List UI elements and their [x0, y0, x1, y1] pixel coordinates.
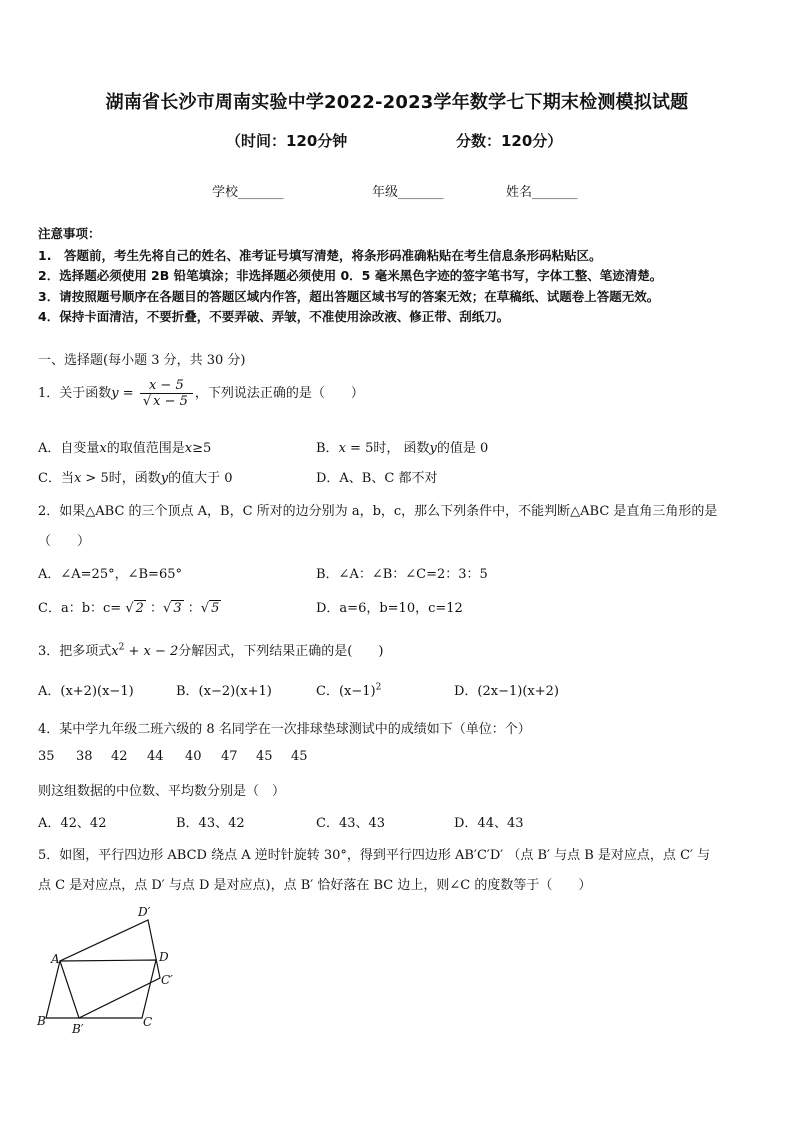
q4-ask: 则这组数据的中位数、平均数分别是（ ）: [38, 784, 286, 799]
label-d-prime: D′: [138, 905, 151, 919]
q4-score: 45: [256, 749, 273, 764]
q1-option-a: A．自变量x的取值范围是x≥5: [38, 441, 212, 456]
q3-option-d: D．(2x−1)(x+2): [454, 684, 559, 699]
label-b-prime: B′: [72, 1022, 84, 1036]
q4-option-c: C．43、43: [316, 816, 386, 831]
question-1-stem: [38, 378, 364, 409]
q1-equals: =: [118, 386, 138, 401]
name-field: 姓名_______: [506, 185, 578, 200]
q2-option-b: B．∠A：∠B：∠C=2：3：5: [316, 567, 488, 582]
grade-field: 年级_______: [372, 185, 444, 200]
section-heading: 一、选择题(每小题 3 分，共 30 分): [38, 353, 246, 368]
q4-option-b: B．43、42: [176, 816, 245, 831]
school-field: 学校_______: [212, 185, 284, 200]
q4-score: 47: [221, 749, 238, 764]
label-a: A: [51, 952, 60, 966]
q1-var-y: y: [111, 386, 119, 401]
question-5-stem-cont: 点 C 是对应点，点 D′ 与点 D 是对应点)，点 B′ 恰好落在 BC 边上，则∠C 的度数等于（ ）: [38, 878, 592, 893]
q2-option-c: C．a：b：c= √ 2 ：√ 3 ：√ 5: [38, 601, 220, 616]
q3-option-a: A．(x+2)(x−1): [38, 684, 134, 699]
q4-scores: [38, 749, 308, 764]
note-item: 1. 答题前，考生先将自己的姓名、准考证号填写清楚，将条形码准确粘贴在考生信息条形码粘贴区。: [38, 248, 602, 263]
q1-option-b: B．x = 5时， 函数y的值是 0: [316, 441, 489, 456]
q1-text: 1．关于函数: [38, 386, 112, 401]
q1-denominator: √ x − 5: [142, 394, 188, 409]
q1-radicand: x − 5: [153, 394, 188, 409]
q4-score: 44: [147, 749, 164, 764]
q1-fraction: [140, 378, 193, 409]
q4-score: 42: [111, 749, 128, 764]
q3-option-c: C．$(x-1)^2$: [316, 682, 382, 699]
question-2-paren: （ ）: [38, 534, 91, 549]
page-title: 湖南省长沙市周南实验中学2022-2023学年数学七下期末检测模拟试题: [105, 92, 689, 113]
question-5-stem: 5．如图，平行四边形 ABCD 绕点 A 逆时针旋转 30°，得到平行四边形 AB′C′D′ （点 B′ 与点 B 是对应点，点 C′ 与: [38, 848, 711, 863]
notes-heading: 注意事项：: [38, 226, 101, 241]
q1-text: ，下列说法正确的是（ ）: [194, 386, 364, 401]
q4-score: 45: [291, 749, 308, 764]
q2-option-d: D．a=6，b=10，c=12: [316, 601, 463, 616]
question-2-stem: 2．如果△ABC 的三个顶点 A，B，C 所对的边分别为 a，b，c，那么下列条件中，不能判断△ABC 是直角三角形的是: [38, 504, 718, 519]
note-item: 2．选择题必须使用 2B 铅笔填涂；非选择题必须使用 0．5 毫米黑色字迹的签字笔书写，字体工整、笔迹清楚。: [38, 268, 663, 283]
q4-option-d: D．44、43: [454, 816, 524, 831]
question-4-stem: 4．某中学九年级二班六级的 8 名同学在一次排球垫球测试中的成绩如下（单位：个）: [38, 722, 531, 737]
q2-option-a: A．∠A=25°，∠B=65°: [38, 567, 182, 582]
q4-option-a: A．42、42: [38, 816, 107, 831]
label-c: C: [143, 1015, 153, 1029]
q3-option-b: B．(x−2)(x+1): [176, 684, 272, 699]
q4-score: 38: [76, 749, 93, 764]
label-c-prime: C′: [161, 973, 173, 987]
question-3-stem: 3．把多项式$x^2 + x - 2$分解因式，下列结果正确的是( ): [38, 642, 384, 659]
exam-time: （时间：120分钟: [226, 132, 348, 150]
q4-score: 40: [185, 749, 202, 764]
q4-score: 35: [38, 749, 55, 764]
q1-option-c: C．当x > 5时，函数y的值大于 0: [38, 471, 233, 486]
q1-numerator: x − 5: [140, 378, 193, 394]
exam-score: 分数：120分）: [456, 132, 563, 150]
note-item: 4．保持卡面清洁，不要折叠，不要弄破、弄皱，不准使用涂改液、修正带、刮纸刀。: [38, 309, 510, 324]
q1-option-d: D．A、B、C 都不对: [316, 471, 438, 486]
parallelogram-figure: [30, 898, 190, 1038]
label-d: D: [159, 950, 169, 964]
note-item: 3．请按照题号顺序在各题目的答题区域内作答，超出答题区域书写的答案无效；在草稿纸、试题卷上答题无效。: [38, 289, 660, 304]
label-b: B: [37, 1014, 46, 1028]
